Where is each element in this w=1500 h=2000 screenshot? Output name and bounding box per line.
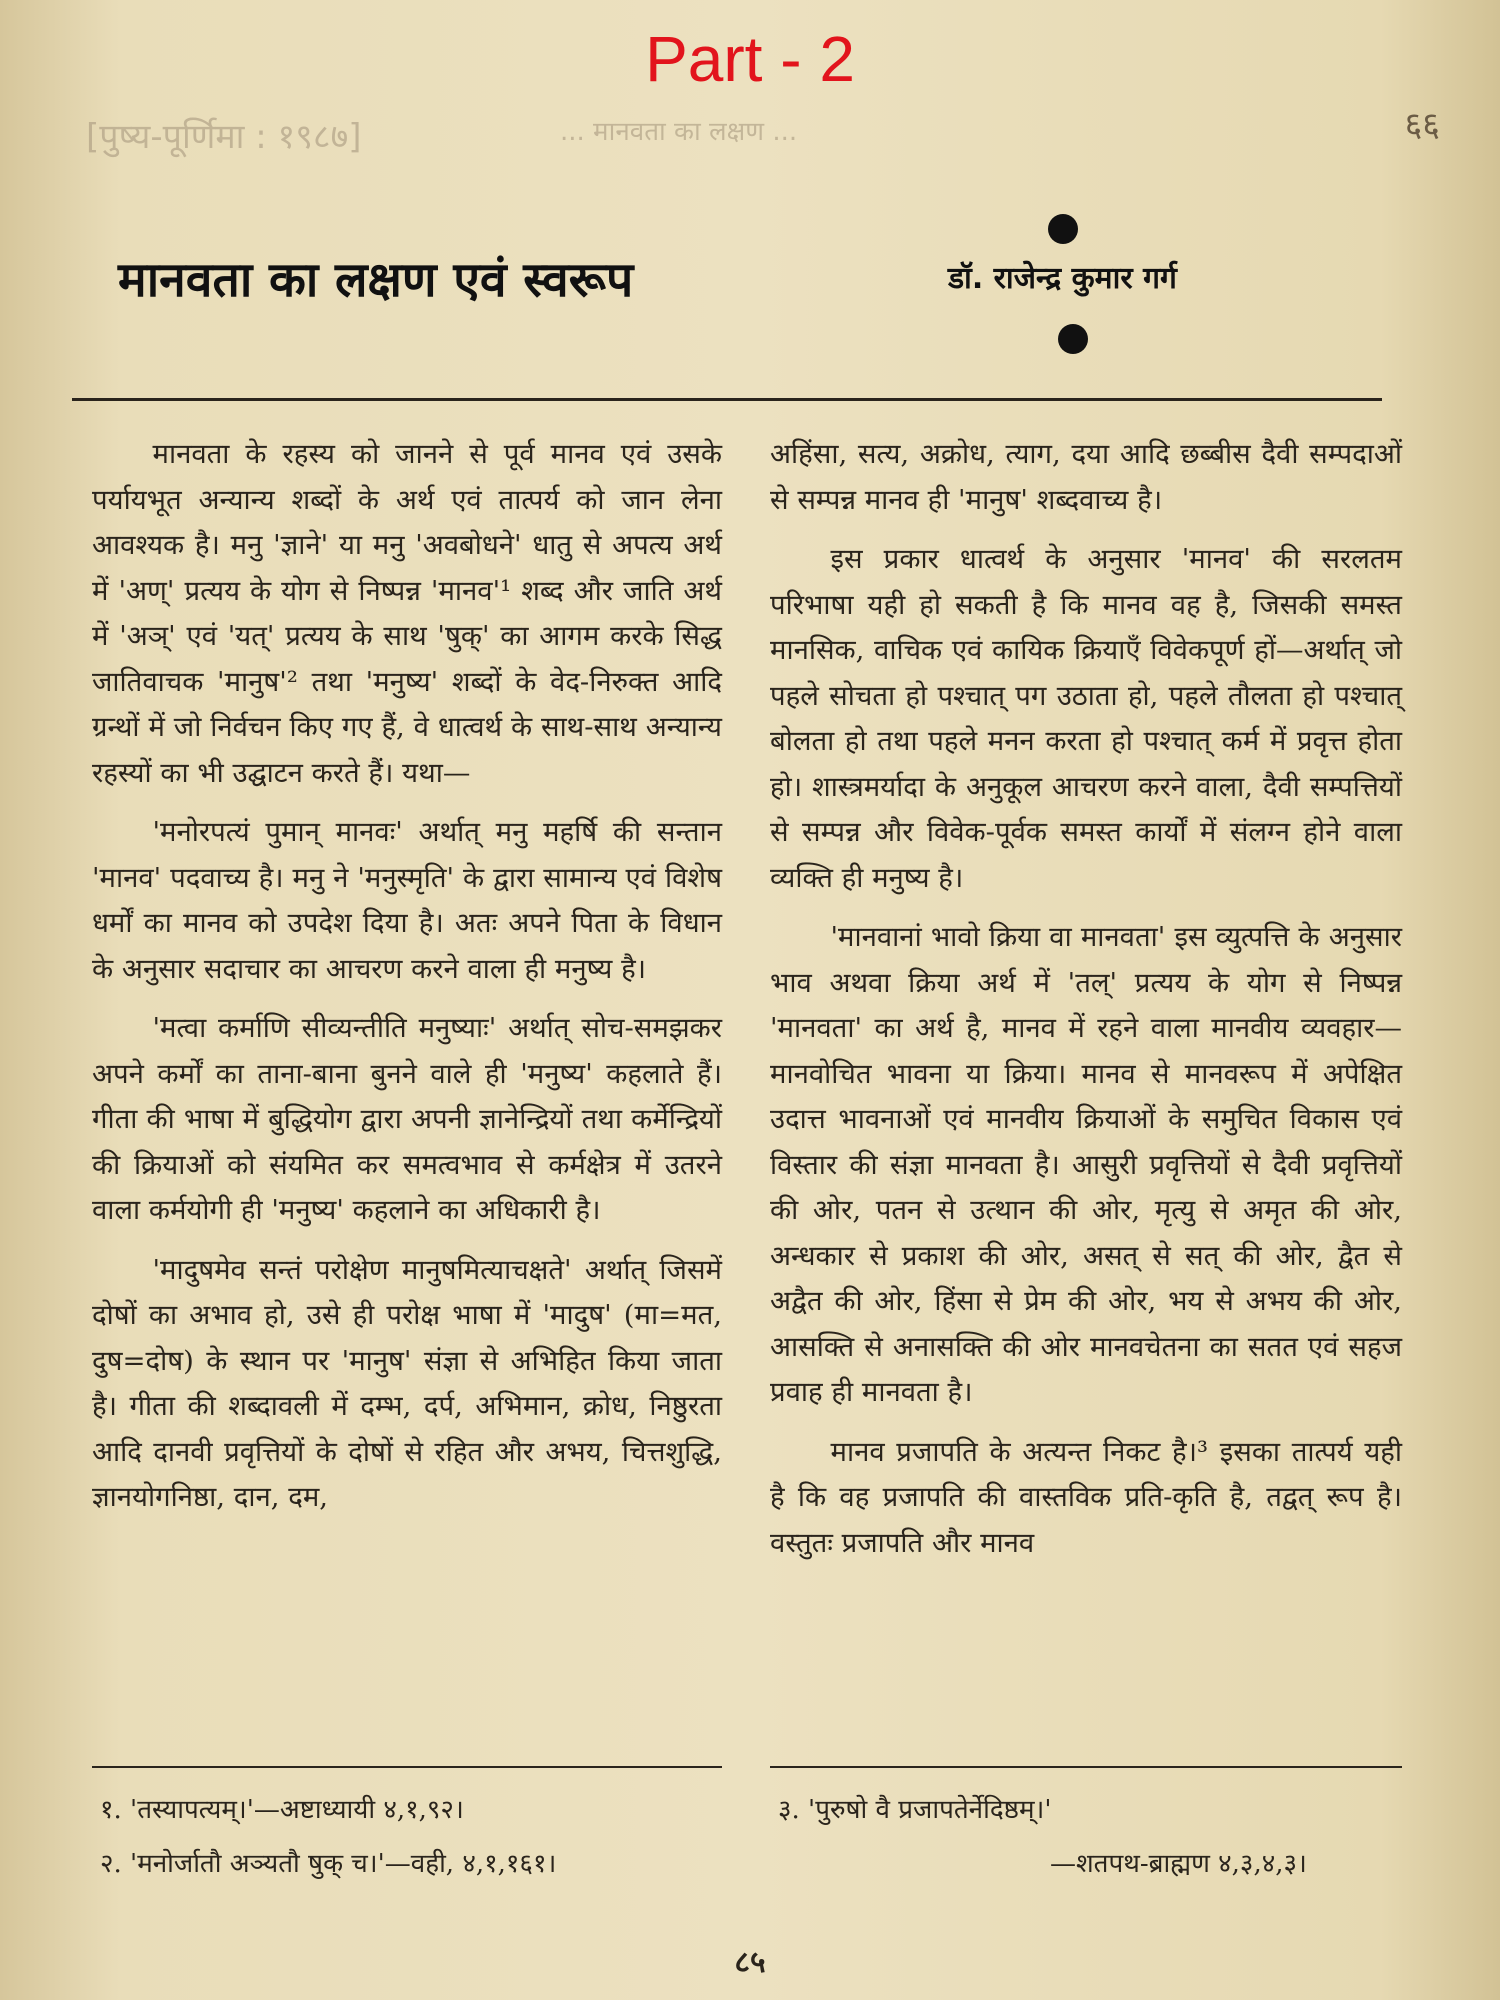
header-rule — [72, 398, 1382, 401]
left-paragraph-2: 'मनोरपत्यं पुमान् मानवः' अर्थात् मनु महर्षि की सन्तान 'मानव' पदवाच्य है। मनु ने 'मनुस्मृति' के द्वारा सामान्य एवं विशेष धर्मों का मानव को उपदेश दिया है। अतः अपने पिता के विधान के अनुसार सदाचार का आचरण करने वाला ही मनुष्य है। — [92, 816, 722, 985]
bullet-decoration-top — [1048, 214, 1078, 244]
bleed-through-header-mid: ... मानवता का लक्षण ... — [560, 117, 798, 147]
bullet-decoration-bottom — [1058, 324, 1088, 354]
left-paragraph-4: 'मादुषमेव सन्तं परोक्षेण मानुषमित्याचक्षते' अर्थात् जिसमें दोषों का अभाव हो, उसे ही परोक्ष भाषा में 'मादुष' (मा=मत, दुष=दोष) के स्थान पर 'मानुष' संज्ञा से अभिहित किया जाता है। गीता की शब्दावली में दम्भ, दर्प, अभिमान, क्रोध, निष्ठुरता आदि दानवी प्रवृत्तियों के दोषों से रहित और अभय, चित्तशुद्धि, ज्ञानयोगनिष्ठा, दान, दम, — [92, 1253, 722, 1513]
footnote-3-source: —शतपथ-ब्राह्मण ४,३,४,३। — [1050, 1849, 1307, 1879]
left-paragraph-1: मानवता के रहस्य को जानने से पूर्व मानव एवं उसके पर्यायभूत अन्यान्य शब्दों के अर्थ एवं तात्पर्य को जान लेना आवश्यक है। मनु 'ज्ञाने' या मनु 'अवबोधने' धातु से अपत्य अर्थ में 'अण्' प्रत्यय के योग से निष्पन्न 'मानव'¹ शब्द और जाति अर्थ में 'अञ्' एवं 'यत्' प्रत्यय के साथ 'षुक्' का आगम करके सिद्ध जातिवाचक 'मानुष'² तथा 'मनुष्य' शब्दों के वेद-निरुक्त आदि ग्रन्थों में जो निर्वचन किए गए हैं, वे धात्वर्थ के साथ-साथ अन्यान्य रहस्यों का भी उद्घाटन करते हैं। यथा— — [92, 438, 722, 789]
article-author: डॉ. राजेन्द्र कुमार गर्ग — [948, 261, 1177, 296]
bottom-page-number: ८५ — [734, 1945, 766, 1980]
left-paragraph-3: 'मत्वा कर्माणि सीव्यन्तीति मनुष्याः' अर्थात् सोच-समझकर अपने कर्मों का ताना-बाना बुनने वाले ही 'मनुष्य' कहलाते हैं। गीता की भाषा में बुद्धियोग द्वारा अपनी ज्ञानेन्द्रियों तथा कर्मेन्द्रियों की क्रियाओं को संयमित कर समत्वभाव से कर्मक्षेत्र में उतरने वाला कर्मयोगी ही 'मनुष्य' कहलाने का अधिकारी है। — [92, 1012, 722, 1226]
footnote-rule-left — [92, 1766, 722, 1768]
top-page-number: ६६ — [1404, 105, 1440, 145]
footnote-1: १. 'तस्यापत्यम्।'—अष्टाध्यायी ४,१,९२। — [100, 1795, 464, 1825]
footnote-3: ३. 'पुरुषो वै प्रजापतेर्नेदिष्ठम्।' — [778, 1795, 1052, 1825]
footnote-rule-right — [770, 1766, 1402, 1768]
article-title: मानवता का लक्षण एवं स्वरूप — [118, 252, 634, 308]
bleed-through-header-left: [पुष्य-पूर्णिमा : १९८७] — [86, 117, 362, 157]
right-paragraph-3: 'मानवानां भावो क्रिया वा मानवता' इस व्युत्पत्ति के अनुसार भाव अथवा क्रिया अर्थ में 'तल्' प्रत्यय के योग से निष्पन्न 'मानवता' का अर्थ है, मानव में रहने वाला मानवीय व्यवहार—मानवोचित भावना या क्रिया। मानव से मानवरूप में अपेक्षित उदात्त भावनाओं एवं मानवीय क्रियाओं के समुचित विकास एवं विस्तार की संज्ञा मानवता है। आसुरी प्रवृत्तियों से दैवी प्रवृत्तियों की ओर, पतन से उत्थान की ओर, मृत्यु से अमृत की ओर, अन्धकार से प्रकाश की ओर, असत् से सत् की ओर, द्वैत से अद्वैत की ओर, हिंसा से प्रेम की ओर, भय से अभय की ओर, आसक्ति से अनासक्ति की ओर मानवचेतना का सतत एवं सहज प्रवाह ही मानवता है। — [770, 921, 1402, 1408]
right-paragraph-4: मानव प्रजापति के अत्यन्त निकट है।³ इसका तात्पर्य यही है कि वह प्रजापति की वास्तविक प्रति-कृति है, तद्वत् रूप है। वस्तुतः प्रजापति और मानव — [770, 1435, 1402, 1559]
part-label: Part - 2 — [645, 23, 855, 95]
footnote-2: २. 'मनोर्जातौ अञ्यतौ षुक् च।'—वही, ४,१,१६१। — [100, 1849, 557, 1879]
right-paragraph-2: इस प्रकार धात्वर्थ के अनुसार 'मानव' की सरलतम परिभाषा यही हो सकती है कि मानव वह है, जिसकी समस्त मानसिक, वाचिक एवं कायिक क्रियाएँ विवेकपूर्ण हों—अर्थात् जो पहले सोचता हो पश्चात् पग उठाता हो, पहले तौलता हो पश्चात् बोलता हो तथा पहले मनन करता हो पश्चात् कर्म में प्रवृत्त होता हो। शास्त्रमर्यादा के अनुकूल आचरण करने वाला, दैवी सम्पत्तियों से सम्पन्न और विवेक-पूर्वक समस्त कार्यों में संलग्न होने वाला व्यक्ति ही मनुष्य है। — [770, 543, 1402, 894]
right-column — [770, 432, 1402, 1580]
left-column — [92, 432, 722, 1535]
right-paragraph-1: अहिंसा, सत्य, अक्रोध, त्याग, दया आदि छब्बीस दैवी सम्पदाओं से सम्पन्न मानव ही 'मानुष' शब्दवाच्य है। — [770, 438, 1402, 516]
